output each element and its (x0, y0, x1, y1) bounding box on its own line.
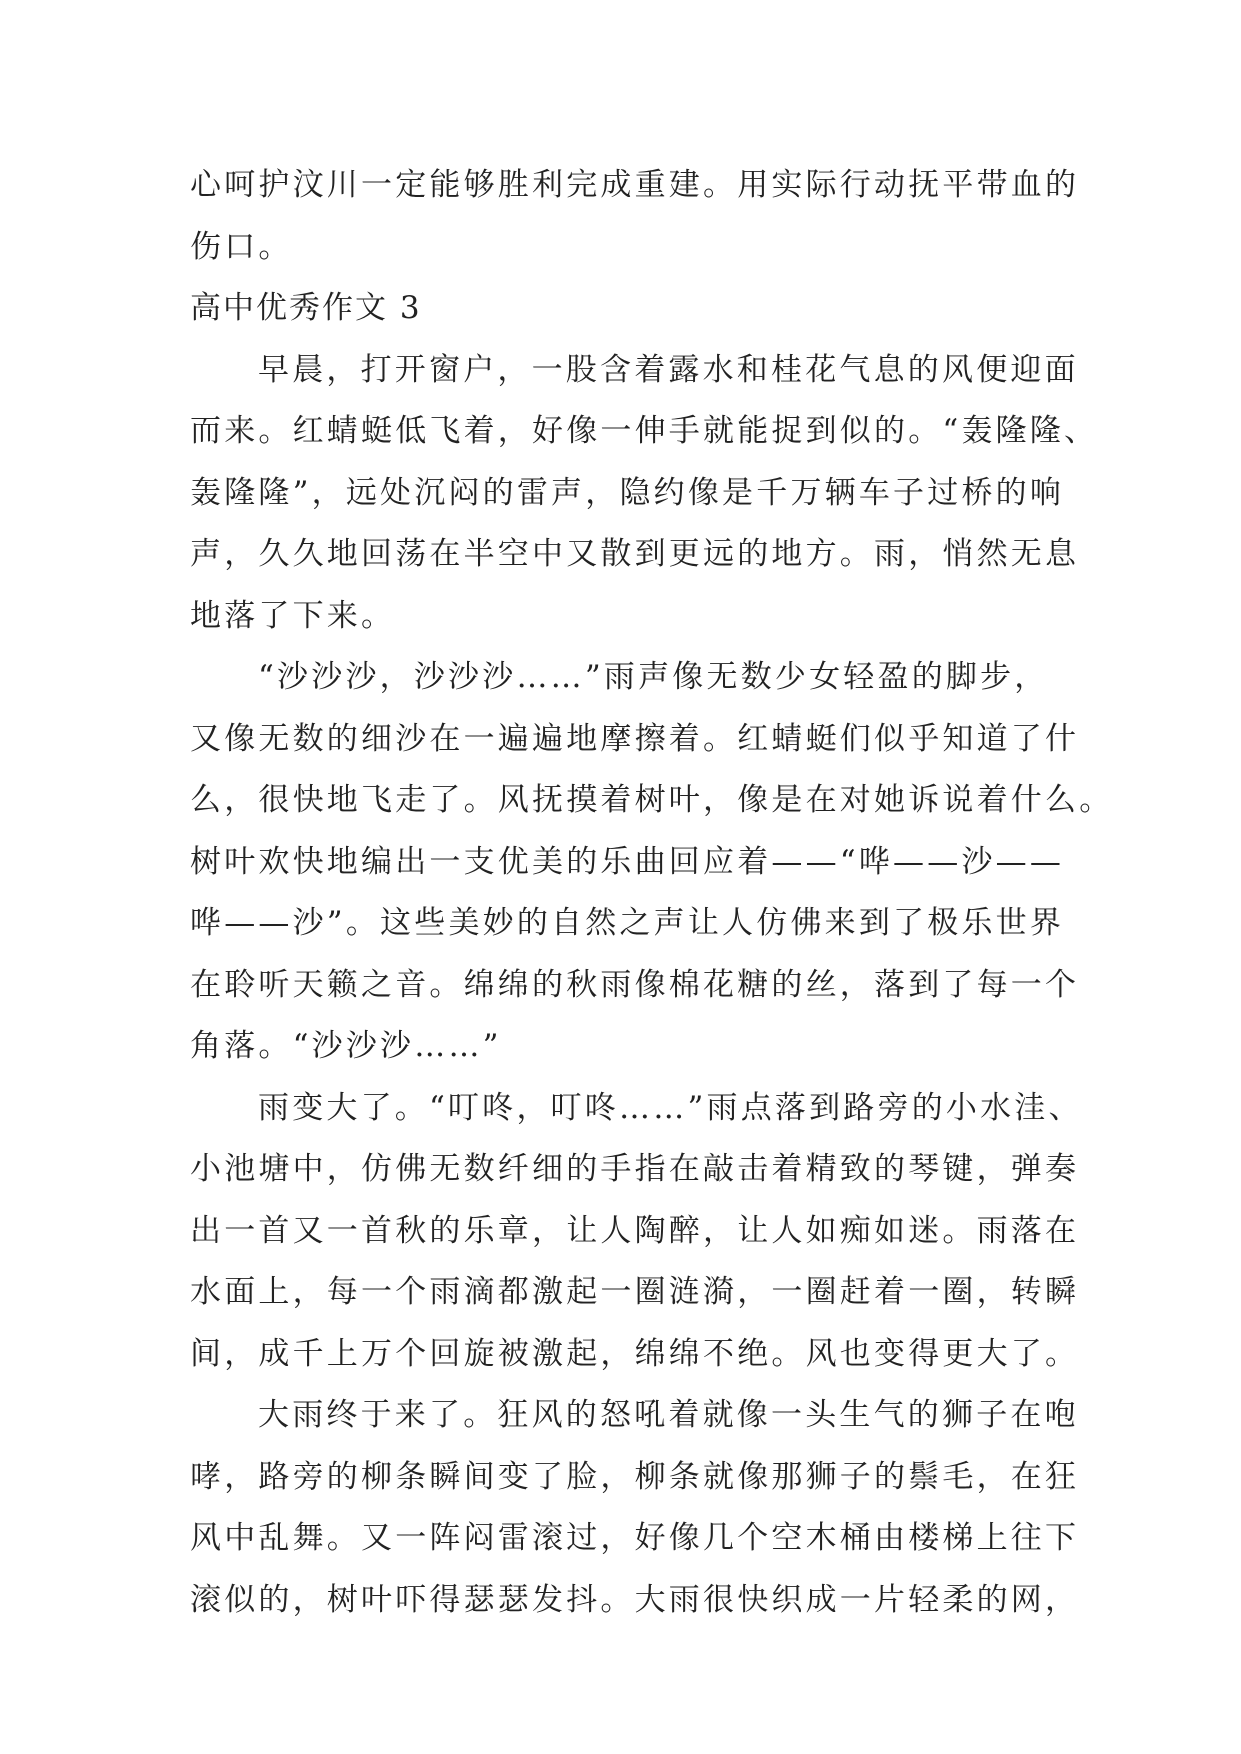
text-line: 水面上，每一个雨滴都激起一圈涟漪，一圈赶着一圈，转瞬 (190, 1274, 1080, 1310)
text-line: 么，很快地飞走了。风抚摸着树叶，像是在对她诉说着什么。 (190, 782, 1114, 818)
text-line: 又像无数的细沙在一遍遍地摩擦着。红蜻蜓们似乎知道了什 (190, 720, 1080, 757)
section-heading: 高中优秀作文 3 (190, 290, 422, 326)
paragraph-start-line: 雨变大了。“叮咚，叮咚……”雨点落到路旁的小水洼、 (258, 1089, 1083, 1126)
text-line: 伤口。 (190, 228, 293, 265)
paragraph-start-line: “沙沙沙，沙沙沙……”雨声像无数少女轻盈的脚步， (258, 659, 1049, 695)
text-line: 声，久久地回荡在半空中又散到更远的地方。雨，悄然无息 (190, 536, 1080, 572)
text-line: 小池塘中，仿佛无数纤细的手指在敲击着精致的琴键，弹奏 (190, 1151, 1080, 1187)
text-line: 哮，路旁的柳条瞬间变了脸，柳条就像那狮子的鬃毛，在狂 (190, 1458, 1080, 1495)
text-line: 地落了下来。 (190, 597, 396, 634)
text-line: 角落。“沙沙沙……” (190, 1028, 502, 1064)
text-line: 风中乱舞。又一阵闷雷滚过，好像几个空木桶由楼梯上往下 (190, 1520, 1080, 1556)
text-line: 心呵护汶川一定能够胜利完成重建。用实际行动抚平带血的 (190, 167, 1080, 203)
text-line: 间，成千上万个回旋被激起，绵绵不绝。风也变得更大了。 (190, 1335, 1080, 1372)
text-line: 出一首又一首秋的乐章，让人陶醉，让人如痴如迷。雨落在 (190, 1212, 1080, 1249)
text-line: 哗——沙”。这些美妙的自然之声让人仿佛来到了极乐世界 (190, 905, 1065, 941)
text-line: 树叶欢快地编出一支优美的乐曲回应着——“哗——沙—— (190, 843, 1065, 880)
document-body (190, 155, 1114, 1631)
paragraph-start-line: 大雨终于来了。狂风的怒吼着就像一头生气的狮子在咆 (258, 1397, 1079, 1433)
text-line: 轰隆隆”，远处沉闷的雷声，隐约像是千万辆车子过桥的响 (190, 474, 1065, 511)
text-line: 滚似的，树叶吓得瑟瑟发抖。大雨很快织成一片轻柔的网， (190, 1581, 1080, 1618)
text-line: 而来。红蜻蜓低飞着，好像一伸手就能捉到似的。“轰隆隆、 (190, 413, 1099, 449)
text-line: 在聆听天籁之音。绵绵的秋雨像棉花糖的丝，落到了每一个 (190, 966, 1080, 1003)
paragraph-start-line: 早晨，打开窗户，一股含着露水和桂花气息的风便迎面 (258, 351, 1079, 388)
